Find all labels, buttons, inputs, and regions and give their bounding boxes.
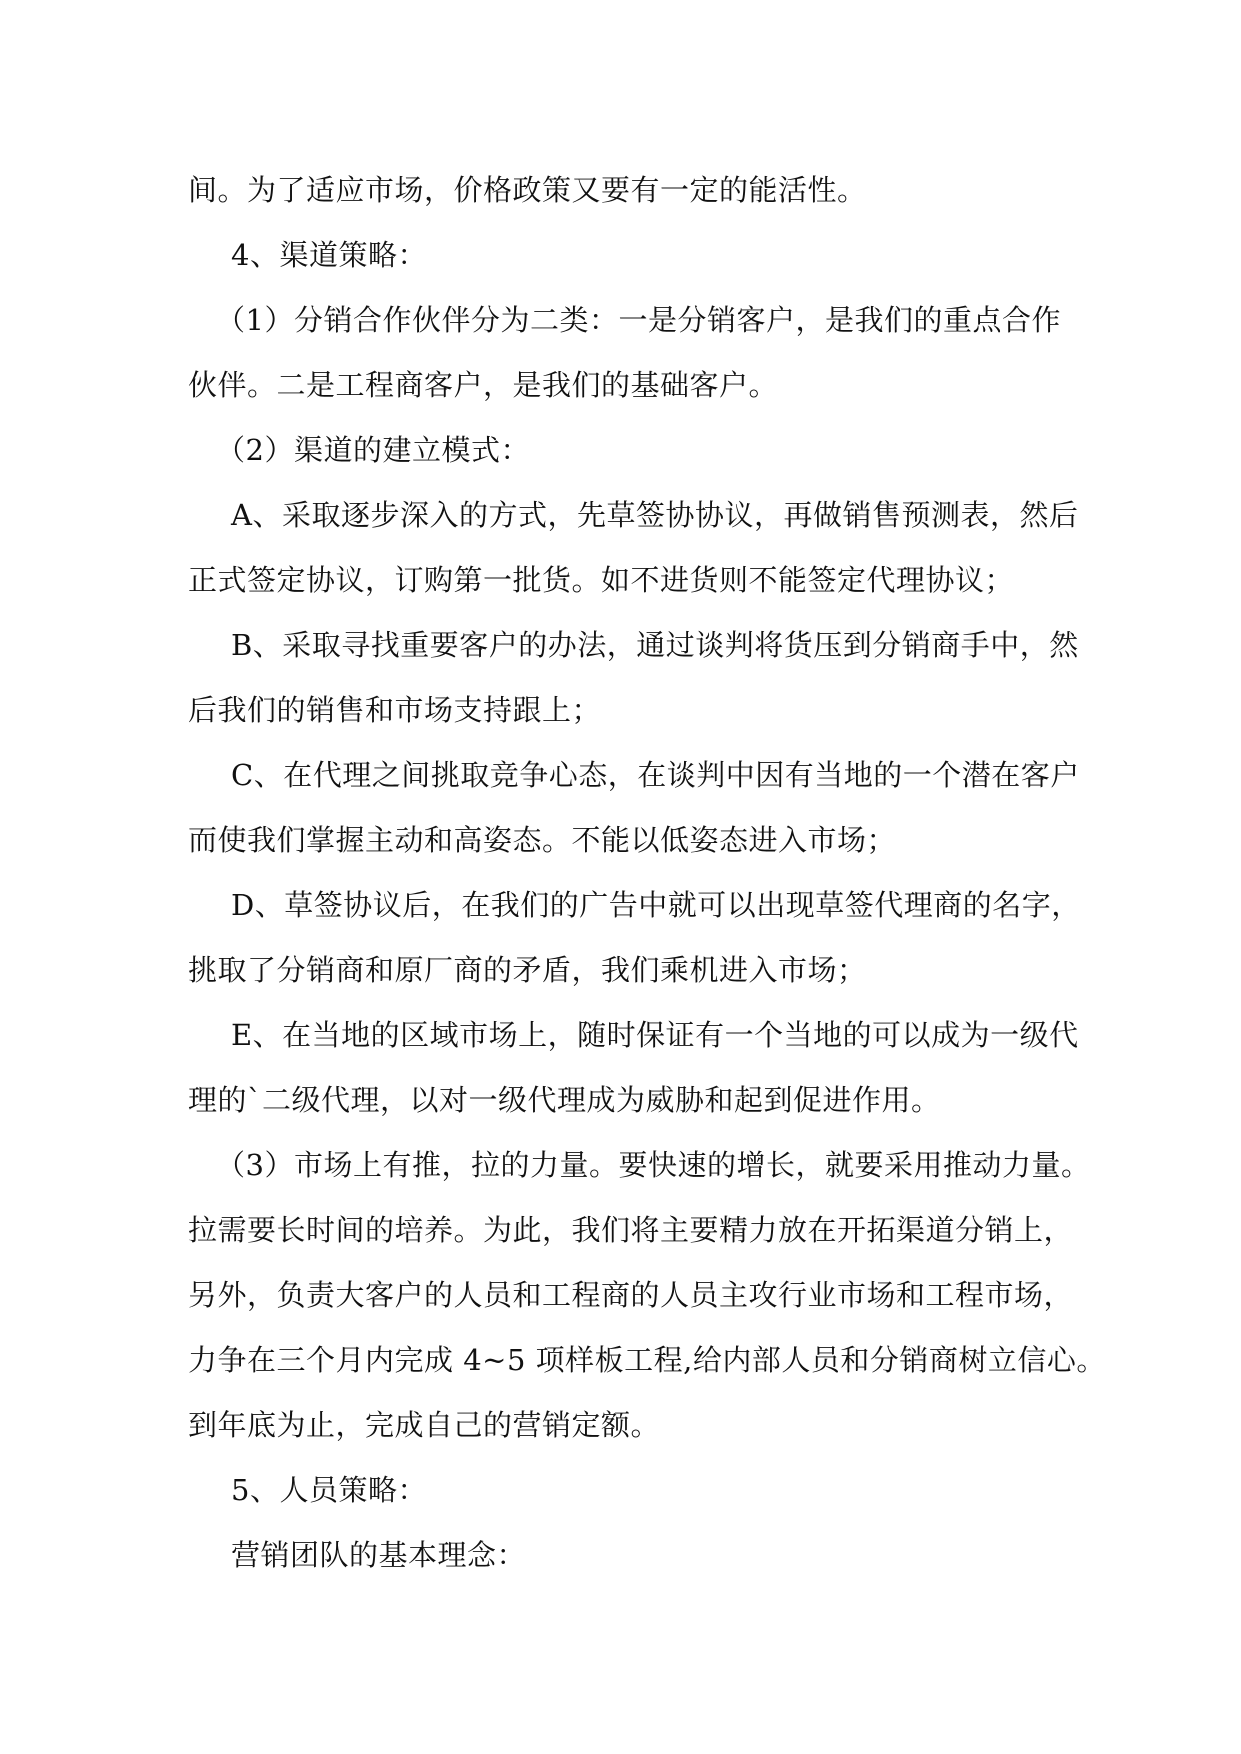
text-line: 到年底为止，完成自己的营销定额。 <box>188 1408 661 1442</box>
text-line: B、采取寻找重要客户的办法，通过谈判将货压到分销商手中，然 <box>231 628 1079 662</box>
text-line: 后我们的销售和市场支持跟上； <box>188 693 602 727</box>
subheading-channel-model: （2）渠道的建立模式： <box>216 433 530 467</box>
text-line: 另外，负责大客户的人员和工程商的人员主攻行业市场和工程市场， <box>188 1278 1074 1312</box>
text-line: 挑取了分销商和原厂商的矛盾，我们乘机进入市场； <box>188 953 867 987</box>
text-line: （3）市场上有推，拉的力量。要快速的增长，就要采用推动力量。 <box>216 1148 1091 1182</box>
section-heading-channel-strategy: 4、渠道策略： <box>231 238 427 272</box>
text-line: （1）分销合作伙伴分为二类：一是分销客户，是我们的重点合作 <box>216 303 1061 337</box>
text-line: 间。为了适应市场，价格政策又要有一定的能活性。 <box>188 173 867 207</box>
text-line: 营销团队的基本理念： <box>231 1538 527 1572</box>
text-line: C、在代理之间挑取竞争心态，在谈判中因有当地的一个潜在客户 <box>231 758 1080 792</box>
text-line: 力争在三个月内完成 4~5 项样板工程,给内部人员和分销商树立信心。 <box>188 1343 1106 1377</box>
text-line: 拉需要长时间的培养。为此，我们将主要精力放在开拓渠道分销上， <box>188 1213 1074 1247</box>
text-line: E、在当地的区域市场上，随时保证有一个当地的可以成为一级代 <box>231 1018 1079 1052</box>
document-body <box>188 158 1106 1588</box>
text-line: 正式签定协议，订购第一批货。如不进货则不能签定代理协议； <box>188 563 1015 597</box>
text-line: A、采取逐步深入的方式，先草签协协议，再做销售预测表，然后 <box>231 498 1079 532</box>
text-line: 理的`二级代理，以对一级代理成为威胁和起到促进作用。 <box>188 1083 941 1117</box>
text-line: 伙伴。二是工程商客户，是我们的基础客户。 <box>188 368 779 402</box>
section-heading-staff-strategy: 5、人员策略： <box>231 1473 427 1507</box>
text-line: D、草签协议后，在我们的广告中就可以出现草签代理商的名字， <box>231 888 1081 922</box>
text-line: 而使我们掌握主动和高姿态。不能以低姿态进入市场； <box>188 823 897 857</box>
